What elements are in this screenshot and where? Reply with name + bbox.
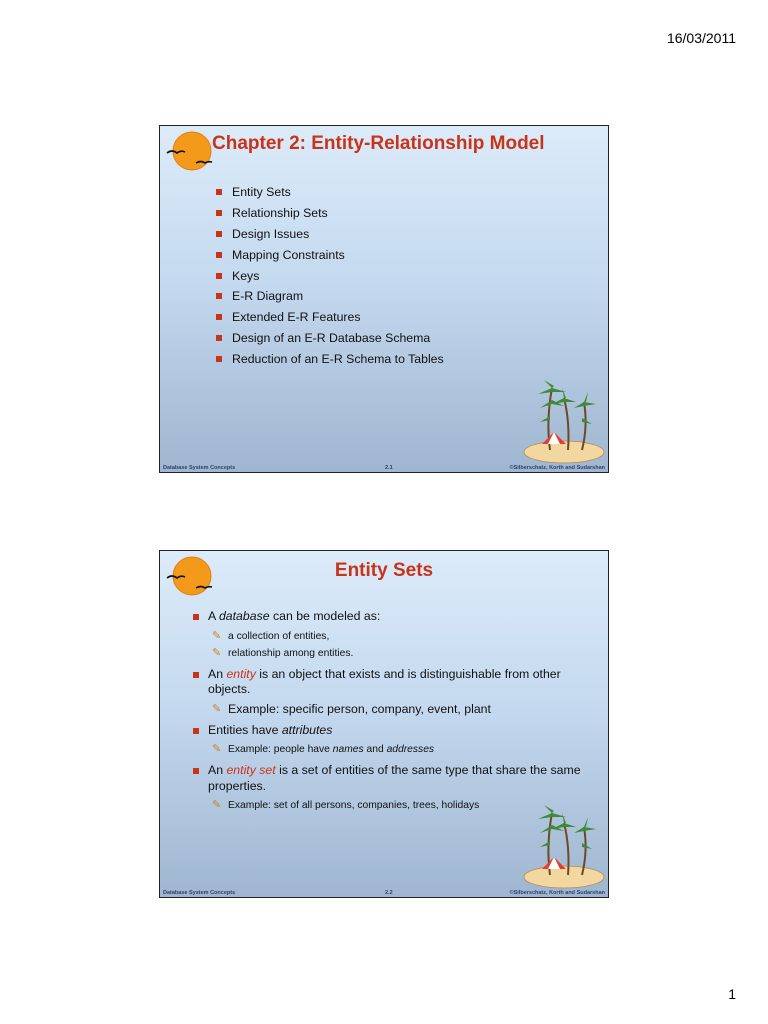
list-item: E-R Diagram <box>216 286 444 307</box>
bullet-list <box>216 182 444 370</box>
sub-list-item: ✎ Example: people have names and addresses <box>212 743 435 755</box>
red-square-icon <box>193 768 199 774</box>
slide-title: Entity Sets <box>334 560 434 581</box>
red-square-icon <box>216 335 222 341</box>
red-square-icon <box>216 189 222 195</box>
pen-icon: ✎ <box>212 629 222 642</box>
red-square-icon <box>216 293 222 299</box>
red-square-icon <box>216 231 222 237</box>
sub-list-item: ✎ Example: specific person, company, event, plant <box>212 701 491 716</box>
red-square-icon <box>216 356 222 362</box>
red-square-icon <box>193 728 199 734</box>
red-square-icon <box>216 252 222 258</box>
footer-slide-number: 2.2 <box>385 890 393 896</box>
list-item: Entities have attributes <box>190 723 600 739</box>
sub-list-item: ✎ a collection of entities, <box>212 629 330 642</box>
slide-2 <box>159 550 609 898</box>
slide-content <box>190 609 600 813</box>
page-number: 1 <box>728 986 736 1002</box>
list-item: Extended E-R Features <box>216 307 444 328</box>
list-item: Entity Sets <box>216 182 444 203</box>
slide-1 <box>159 125 609 473</box>
list-item: Relationship Sets <box>216 203 444 224</box>
red-square-icon <box>216 210 222 216</box>
red-square-icon <box>216 273 222 279</box>
pen-icon: ✎ <box>212 799 222 811</box>
palm-island-icon <box>520 376 606 464</box>
slide-footer <box>160 887 608 897</box>
slide-footer <box>160 462 608 472</box>
list-item: Keys <box>216 266 444 287</box>
slide-title: Chapter 2: Entity-Relationship Model <box>212 133 545 154</box>
footer-copyright: ©Silberschatz, Korth and Sudarshan <box>509 465 605 471</box>
pen-icon: ✎ <box>212 743 222 755</box>
list-item: Reduction of an E-R Schema to Tables <box>216 349 444 370</box>
red-square-icon <box>193 672 199 678</box>
pen-icon: ✎ <box>212 646 222 659</box>
footer-copyright: ©Silberschatz, Korth and Sudarshan <box>509 890 605 896</box>
red-square-icon <box>193 614 199 620</box>
pen-icon: ✎ <box>212 702 222 715</box>
list-item: Mapping Constraints <box>216 245 444 266</box>
sub-list-item: ✎ relationship among entities. <box>212 646 354 659</box>
list-item: Design of an E-R Database Schema <box>216 328 444 349</box>
sun-and-birds-icon <box>166 129 216 175</box>
sub-list-item: ✎ Example: set of all persons, companies, trees, holidays <box>212 799 480 811</box>
palm-island-icon <box>520 801 606 889</box>
footer-left: Database System Concepts <box>163 465 236 471</box>
list-item: An entity is an object that exists and is distinguishable from other objects. <box>190 667 600 698</box>
red-square-icon <box>216 314 222 320</box>
footer-slide-number: 2.1 <box>385 465 393 471</box>
list-item: A database can be modeled as: <box>190 609 600 625</box>
page-date: 16/03/2011 <box>666 30 736 46</box>
list-item: Design Issues <box>216 224 444 245</box>
footer-left: Database System Concepts <box>163 890 236 896</box>
list-item: An entity set is a set of entities of the same type that share the same properties. <box>190 763 600 794</box>
